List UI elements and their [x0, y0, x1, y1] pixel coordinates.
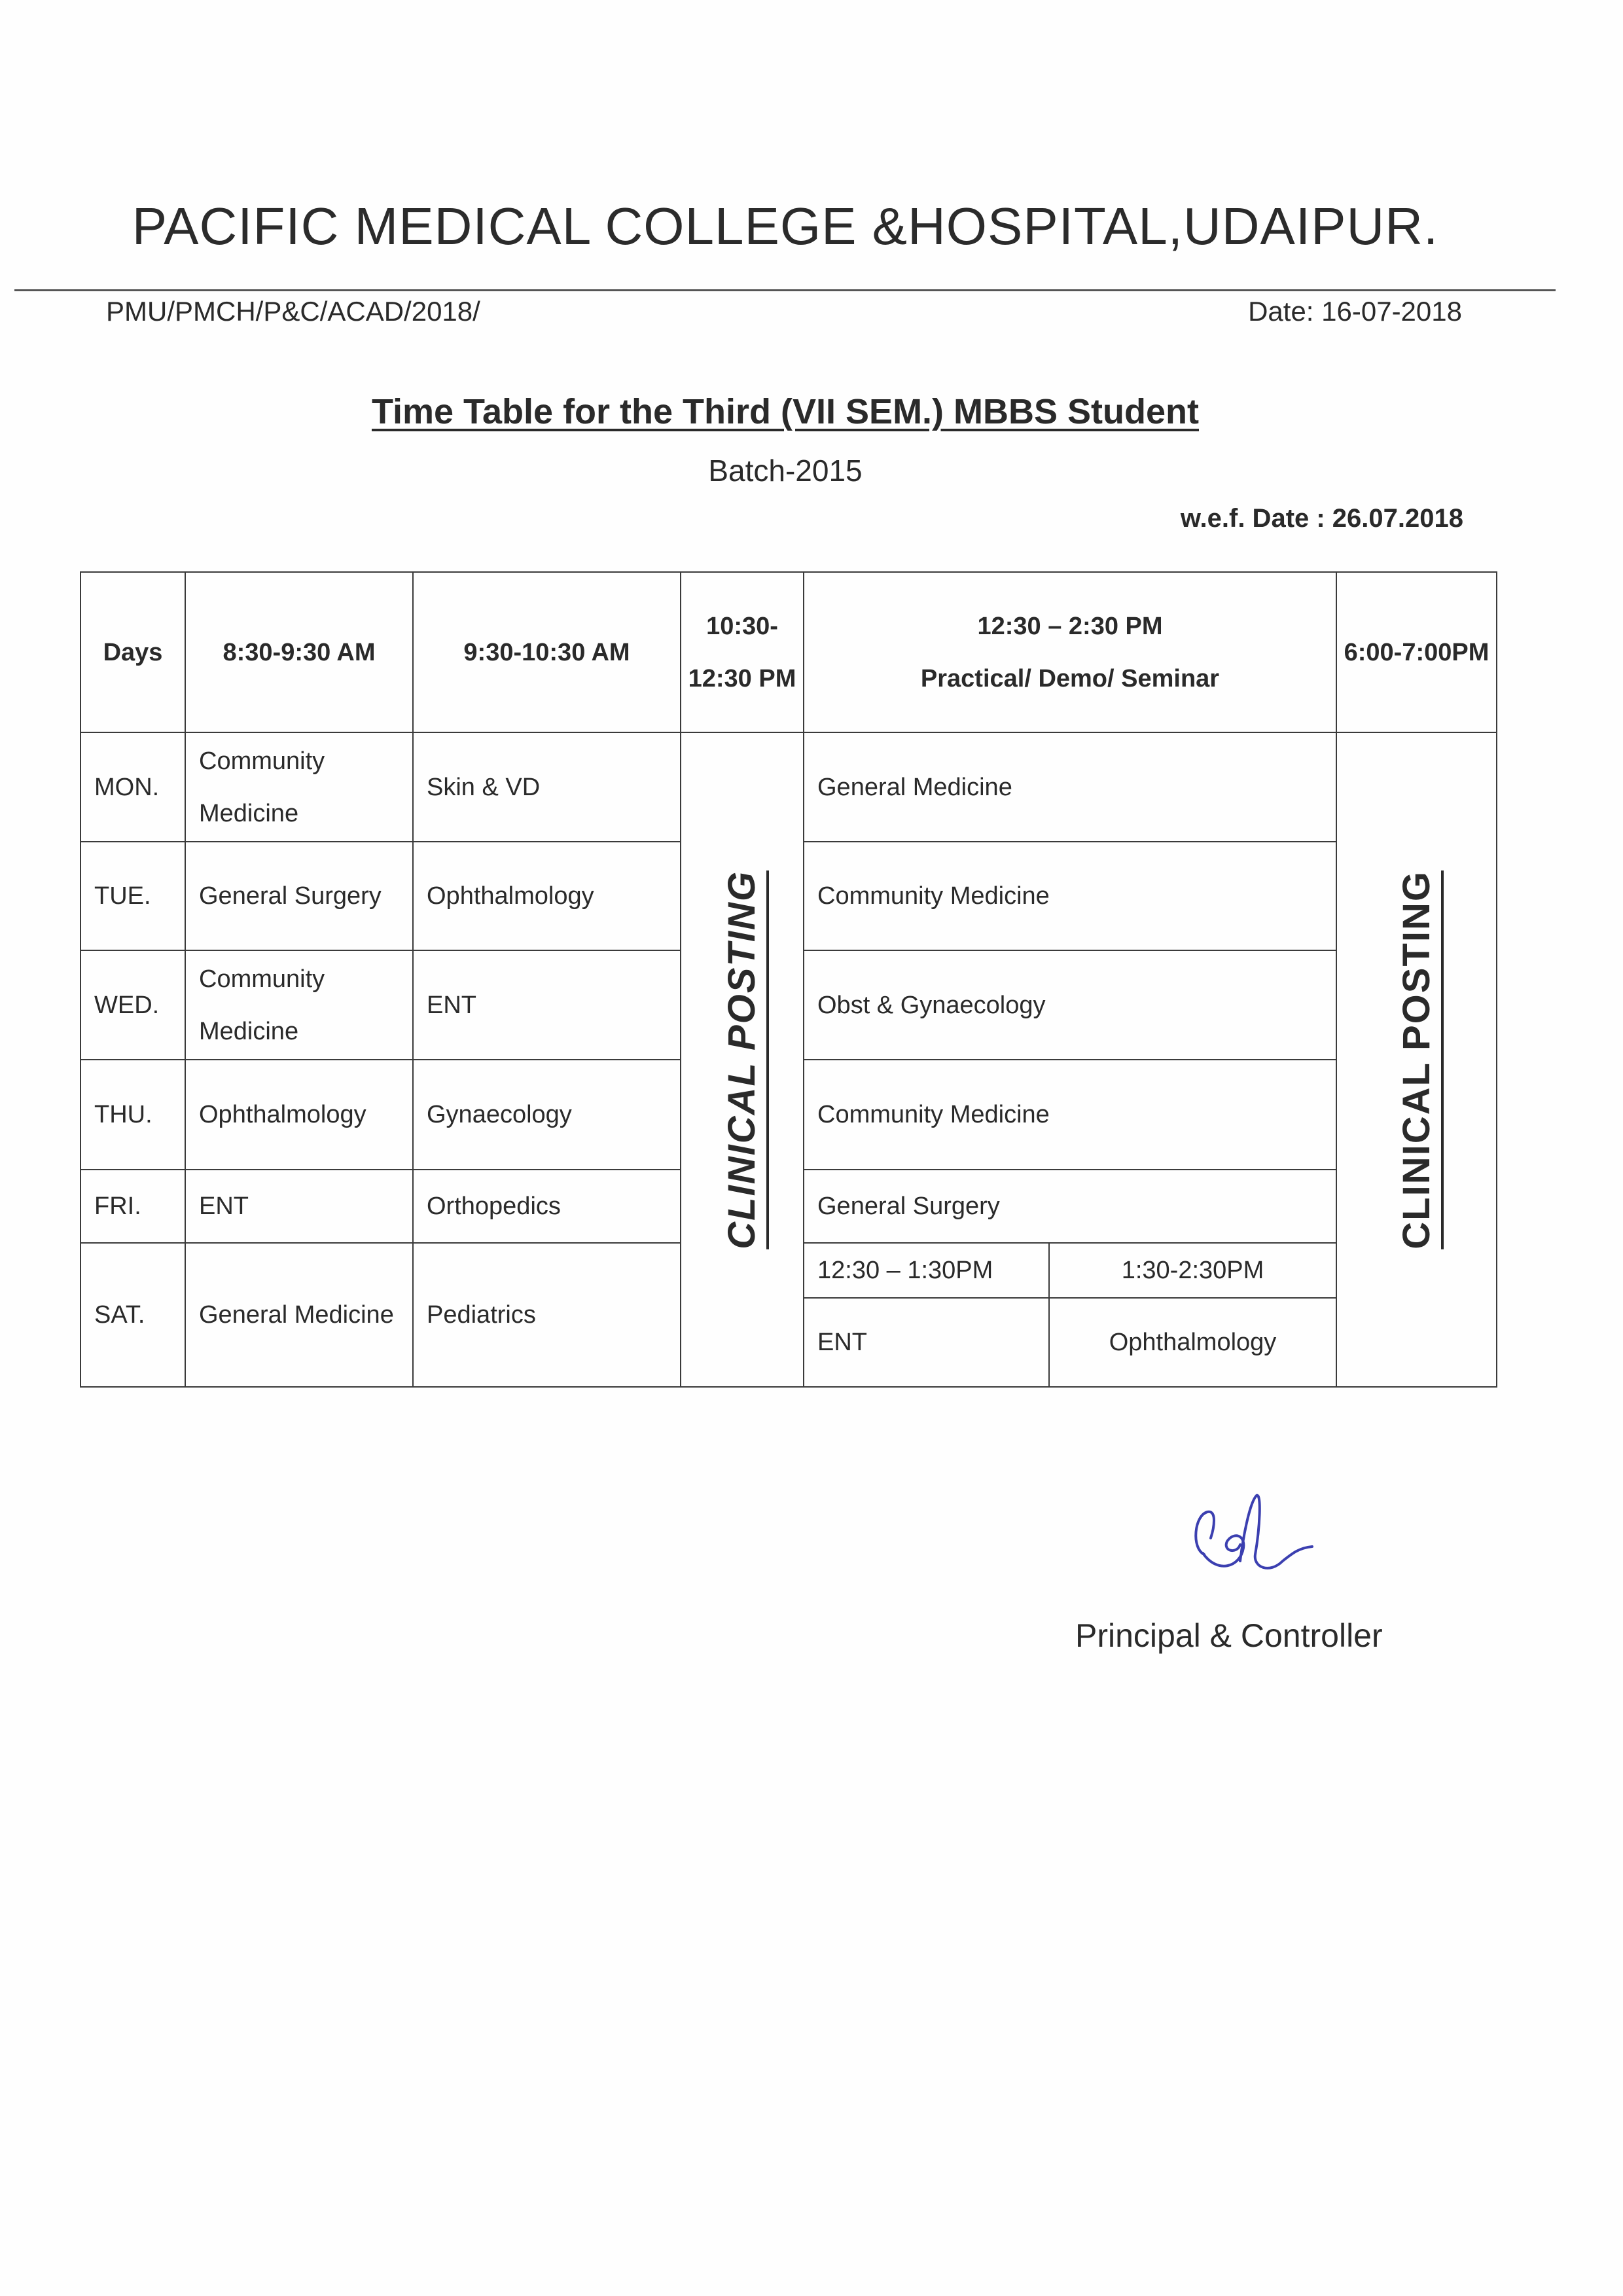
- slot-2-cell: Pediatrics: [413, 1243, 681, 1387]
- slot-2-cell: Ophthalmology: [413, 842, 681, 950]
- slot-2-cell: Gynaecology: [413, 1060, 681, 1170]
- college-name: PACIFIC MEDICAL COLLEGE &HOSPITAL,UDAIPUR.: [132, 197, 1439, 255]
- header-slot-4: [804, 572, 1336, 732]
- split-subject-b: Ophthalmology: [1109, 1329, 1277, 1356]
- signature-strokes: [1196, 1496, 1312, 1568]
- batch-label: Batch-2015: [708, 454, 863, 488]
- day-cell: SAT.: [80, 1243, 185, 1387]
- reference-number: PMU/PMCH/P&C/ACAD/2018/: [106, 296, 480, 327]
- clinical-posting-evening: [1336, 732, 1497, 1387]
- clinical-posting-morning: [681, 732, 804, 1387]
- timetable: [80, 571, 1497, 1388]
- header-row: [80, 572, 1497, 732]
- clinical-posting-label: CLINICAL POSTING: [721, 870, 763, 1249]
- header-slot-2: 9:30-10:30 AM: [413, 572, 681, 732]
- slot-2-cell: Orthopedics: [413, 1170, 681, 1243]
- signature-stroke: [1203, 1535, 1243, 1566]
- header-days: Days: [80, 572, 185, 732]
- signature-stroke: [1240, 1496, 1312, 1568]
- signature-stroke: [1196, 1512, 1214, 1554]
- slot-1-cell: Community Medicine: [185, 732, 413, 842]
- saturday-split-cell: [804, 1243, 1336, 1387]
- split-time-a: 12:30 – 1:30PM: [804, 1244, 1050, 1297]
- slot-1-cell: General Medicine: [185, 1243, 413, 1387]
- header-slot-4-time: 12:30 – 2:30 PM: [977, 612, 1163, 640]
- day-cell: TUE.: [80, 842, 185, 950]
- slot-4-cell: Obst & Gynaecology: [804, 950, 1336, 1060]
- clinical-posting-label: CLINICAL POSTING: [1395, 870, 1438, 1249]
- header-slot-1: 8:30-9:30 AM: [185, 572, 413, 732]
- slot-1-cell: ENT: [185, 1170, 413, 1243]
- document-title: [0, 391, 1571, 432]
- day-cell: WED.: [80, 950, 185, 1060]
- principal-signature: [1178, 1476, 1322, 1607]
- effective-date: w.e.f. Date : 26.07.2018: [1180, 504, 1463, 533]
- slot-2-cell: Skin & VD: [413, 732, 681, 842]
- issue-date: Date: 16-07-2018: [1248, 296, 1462, 327]
- split-subject-a: ENT: [804, 1299, 1050, 1386]
- header-slot-5: 6:00-7:00PM: [1336, 572, 1497, 732]
- slot-4-cell: General Medicine: [804, 732, 1336, 842]
- table-row: [80, 732, 1497, 842]
- split-time-b: 1:30-2:30PM: [1121, 1257, 1264, 1284]
- slot-1-cell: General Surgery: [185, 842, 413, 950]
- slot-2-cell: ENT: [413, 950, 681, 1060]
- slot-4-cell: Community Medicine: [804, 842, 1336, 950]
- header-divider: [14, 289, 1556, 291]
- day-cell: MON.: [80, 732, 185, 842]
- slot-1-cell: Community Medicine: [185, 950, 413, 1060]
- header-slot-4-type: Practical/ Demo/ Seminar: [920, 664, 1220, 692]
- day-cell: FRI.: [80, 1170, 185, 1243]
- day-cell: THU.: [80, 1060, 185, 1170]
- header-slot-3: 10:30-12:30 PM: [681, 572, 804, 732]
- slot-4-cell: Community Medicine: [804, 1060, 1336, 1170]
- document-title-text: Time Table for the Third (VII SEM.) MBBS Student: [371, 392, 1200, 431]
- slot-1-cell: Ophthalmology: [185, 1060, 413, 1170]
- signatory-designation: Principal & Controller: [1075, 1617, 1383, 1654]
- slot-4-cell: General Surgery: [804, 1170, 1336, 1243]
